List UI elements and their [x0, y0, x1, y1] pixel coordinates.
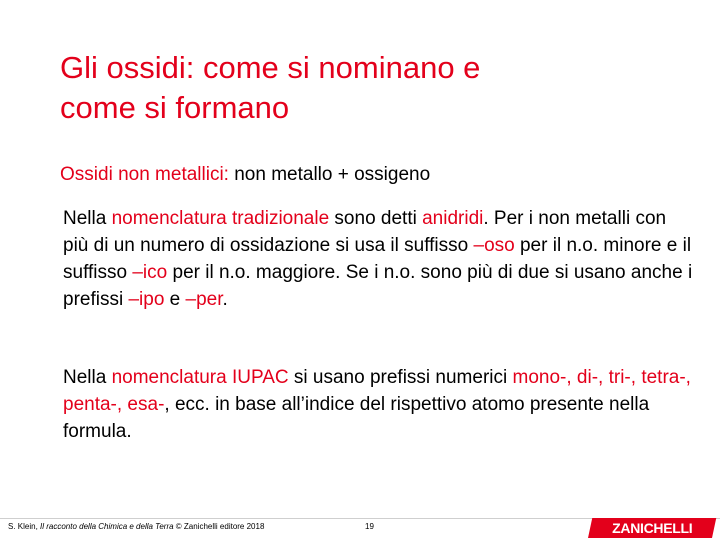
para1-text-1: Nella: [63, 208, 112, 229]
para1-highlight-3: –oso: [473, 235, 515, 256]
para1-highlight-1: nomenclatura tradizionale: [111, 208, 330, 229]
page-number: 19: [365, 522, 374, 531]
footer-author: S. Klein,: [8, 522, 41, 531]
para2-text-2: si usano prefissi numerici: [288, 367, 513, 388]
para1-text-7: .: [222, 289, 228, 310]
para1-text-6: e: [164, 289, 186, 310]
para1-highlight-5: –ipo: [128, 289, 165, 310]
footer-book-title: Il racconto della Chimica e della Terra: [40, 522, 174, 531]
slide-title-line-2: come si formano: [60, 90, 290, 125]
paragraph-iupac-nomenclature: [63, 364, 693, 445]
footer-citation: [8, 522, 264, 532]
subtitle-highlight: Ossidi non metallici:: [60, 164, 229, 185]
logo-text: ZANICHELLI: [612, 520, 693, 536]
para2-highlight-2: mono-, di-, tri-, tetra-, penta-, esa-: [63, 367, 691, 415]
para2-highlight-1: nomenclatura IUPAC: [111, 367, 289, 388]
paragraph-traditional-nomenclature: [63, 205, 693, 313]
slide-subtitle: [60, 162, 680, 188]
para1-highlight-4: –ico: [132, 262, 168, 283]
para2-text-1: Nella: [63, 367, 112, 388]
para1-text-2: sono detti: [329, 208, 423, 229]
subtitle-text: non metallo + ossigeno: [228, 164, 431, 185]
zanichelli-logo: [588, 518, 716, 538]
para1-highlight-2: anidridi: [422, 208, 484, 229]
para1-text-3: . Per i non metalli con più di un numero di ossidazione si usa il suffisso: [63, 208, 667, 256]
slide-title-line-1: Gli ossidi: come si nominano e: [60, 50, 481, 85]
para1-text-5: per il n.o. maggiore. Se i n.o. sono più di due si usano anche i prefissi: [63, 262, 693, 310]
para1-highlight-6: –per: [185, 289, 223, 310]
para1-text-4: per il n.o. minore e il suffisso: [63, 235, 692, 283]
para2-text-3: , ecc. in base all’indice del rispettivo atomo presente nella formula.: [63, 394, 650, 442]
footer-publisher: © Zanichelli editore 2018: [173, 522, 265, 531]
slide-title: [60, 48, 680, 128]
